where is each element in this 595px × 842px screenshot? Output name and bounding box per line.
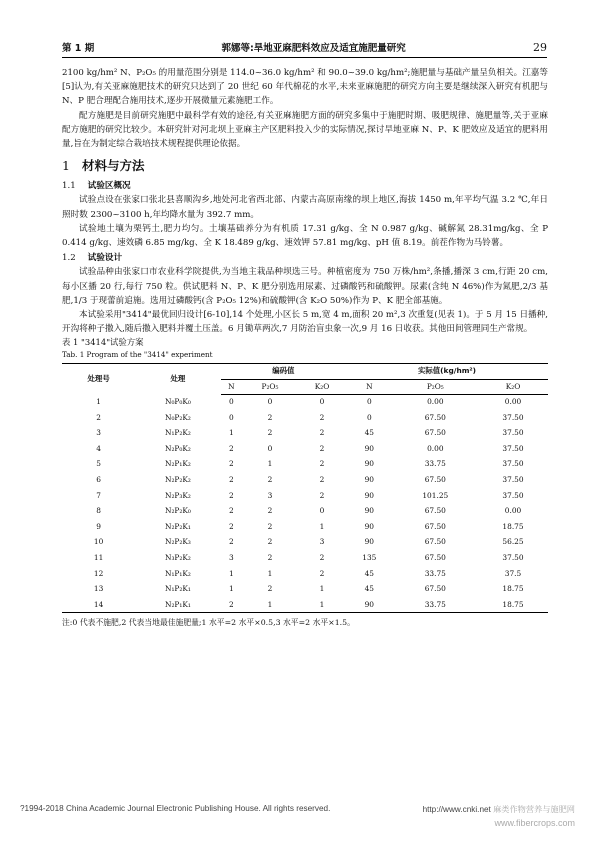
table-row <box>62 472 548 488</box>
table-cell: 0 <box>366 397 372 407</box>
table-cell: 67.50 <box>424 428 446 438</box>
table-cell: 3 <box>96 428 101 438</box>
table-cell: 2 <box>228 443 234 453</box>
table-cell: N₁P₁K₂ <box>165 568 191 578</box>
table-cell: 37.5 <box>504 568 522 578</box>
table-cell: 67.50 <box>424 412 446 422</box>
table-cell: 14 <box>62 597 135 613</box>
table-cell: N₁P₂K₂ <box>165 428 191 438</box>
table-cell: 0 <box>319 397 325 407</box>
table-cell: N₂P₂K₀ <box>165 506 191 516</box>
col-actual-k: K₂O <box>478 379 548 394</box>
footer-url: http://www.cnki.net 麻类作物营养与施肥网 <box>422 804 575 814</box>
table-cell: 1 <box>298 597 346 613</box>
design-paragraph-1: 试验品种由张家口市农业科学院提供,为当地主栽品种坝选三号。种植密度为 750 万株/hm²,条播,播深 3 cm,行距 20 cm,每小区播 20 行,每行 750 粒。供试肥料 N、P、K 肥分别选用尿素、过磷酸钙和硫酸钾。尿素(含纯 N 46%)作为氮肥,2/3 基肥,1/3 于现蕾前追施。选用过磷酸钙(含 P₂O₅ 12%)和硫酸钾(含 K₂O 50%)作为 P、K 肥全部基施。 <box>62 267 548 306</box>
table-row <box>62 426 548 442</box>
table-cell: 37.50 <box>502 475 524 485</box>
table-cell: 3 <box>228 552 234 562</box>
table-cell: 2 <box>228 521 234 531</box>
table-cell: N₂P₁K₁ <box>135 597 220 613</box>
table-cell: 33.75 <box>393 597 478 613</box>
table-cell: 90 <box>346 597 393 613</box>
running-header <box>62 40 547 56</box>
table-cell: 1 <box>242 597 298 613</box>
table-cell: N₁P₂K₁ <box>165 584 191 594</box>
table-cell: 2 <box>319 428 325 438</box>
table-cell: 90 <box>364 506 374 516</box>
table-cell: 45 <box>364 584 374 594</box>
watermark-text: 麻类作物营养与施肥网 <box>493 804 575 814</box>
table-cell: 2 <box>228 506 234 516</box>
table-cell: 1 <box>228 568 234 578</box>
section-number: 1 <box>62 158 70 174</box>
table-row <box>62 394 548 410</box>
table-row <box>62 550 548 566</box>
table-note: 注:0 代表不施肥,2 代表当地最佳施肥量;1 水平=2 水平×0.5,3 水平=2 水平×1.5。 <box>62 618 355 628</box>
table-cell: N₀P₂K₂ <box>165 412 191 422</box>
table-cell: 6 <box>96 475 101 485</box>
table-cell: 0.00 <box>504 397 522 407</box>
subsection-title: 试验设计 <box>87 253 123 264</box>
table-cell: 0 <box>228 412 234 422</box>
col-group-actual: 实际值(kg/hm²) <box>346 364 548 379</box>
table-row <box>62 535 548 551</box>
table-cell: 18.75 <box>478 597 548 613</box>
col-group-code: 编码值 <box>221 364 346 379</box>
table-row <box>62 488 548 504</box>
table-cell: 90 <box>364 490 374 500</box>
table-cell: 2 <box>267 537 273 547</box>
design-paragraph-2: 本试验采用"3414"最优回归设计[6-10],14 个处理,小区长 5 m,宽 4 m,面积 20 m²,3 次重复(见表 1)。于 5 月 15 日播种,开沟将种子撒入,随后撒入肥料并覆土压盖。6 月锄草两次,7 月防治盲虫象一次,9 月 16 日收获。其他田间管理同生产常规。 <box>62 310 548 335</box>
table-cell: 37.50 <box>502 443 524 453</box>
table-cell: 9 <box>96 521 101 531</box>
table-cell: 3 <box>267 490 273 500</box>
table-cell: 37.50 <box>502 428 524 438</box>
table-cell: 1 <box>228 584 234 594</box>
table-cell: 45 <box>364 428 374 438</box>
col-actual-p: P₂O₅ <box>393 379 478 394</box>
table-cell: 2 <box>319 552 325 562</box>
table-cell: N₀P₀K₀ <box>165 397 191 407</box>
table-row <box>62 597 548 613</box>
table-cell: N₂P₁K₂ <box>165 459 191 469</box>
table-cell: 2 <box>319 443 325 453</box>
table-cell: 67.50 <box>424 552 446 562</box>
table-cell: 90 <box>364 459 374 469</box>
table-cell: 18.75 <box>502 521 524 531</box>
table-cell: 2 <box>267 584 273 594</box>
table-cell: 2 <box>319 568 325 578</box>
table-cell: N₂P₂K₃ <box>165 537 191 547</box>
col-treat-no: 处理号 <box>62 364 135 394</box>
table-cell: 0 <box>366 412 372 422</box>
table-cell: 37.50 <box>502 412 524 422</box>
table-cell: 2 <box>319 490 325 500</box>
table-cell: 2 <box>96 412 101 422</box>
article-body <box>62 66 548 629</box>
table-cell: 90 <box>364 475 374 485</box>
col-code-k: K₂O <box>298 379 346 394</box>
page-footer <box>20 804 575 815</box>
table-cell: 18.75 <box>502 584 524 594</box>
table-cell: 33.75 <box>424 459 446 469</box>
table-cell: 90 <box>364 537 374 547</box>
table-cell: 8 <box>96 506 101 516</box>
table-row <box>62 441 548 457</box>
experiment-table <box>62 363 548 613</box>
table-cell: 33.75 <box>424 568 446 578</box>
table-cell: 135 <box>362 552 377 562</box>
table-cell: 1 <box>228 428 234 438</box>
table-cell: 67.50 <box>424 584 446 594</box>
section-heading <box>62 158 548 174</box>
table-cell: 2 <box>267 412 273 422</box>
table-cell: N₂P₂K₁ <box>165 521 191 531</box>
table-cell: 101.25 <box>422 490 449 500</box>
table-cell: 0 <box>267 443 273 453</box>
intro-paragraph-1: 2100 kg/hm² N、P₂O₅ 的用量范围分别是 114.0~36.0 kg/hm² 和 90.0~39.0 kg/hm²;施肥量与基础产量呈负相关。江嘉等[5]认为,有关亚麻施肥技术的研究只达到了 20 世纪 60 年代棉花的水平,未来亚麻施肥的研究方向主要是继续深入研究有机肥与 N、P 肥合理配合施用技术,逐步开展微量元素施肥工作。 <box>62 68 548 107</box>
subsection-number: 1.1 <box>62 181 76 192</box>
table-cell: 1 <box>96 397 101 407</box>
table-cell: 0.00 <box>427 397 444 407</box>
table-cell: 11 <box>93 552 104 562</box>
table-cell: 0 <box>319 506 325 516</box>
table-cell: 0.00 <box>427 443 444 453</box>
table-cell: 2 <box>221 597 242 613</box>
table-cell: N₂P₃K₂ <box>165 490 191 500</box>
col-treat: 处理 <box>135 364 220 394</box>
table-cell: 90 <box>364 521 374 531</box>
page-number: 29 <box>532 41 547 54</box>
table-cell: 1 <box>319 584 325 594</box>
subsection-number: 1.2 <box>62 253 76 264</box>
table-row <box>62 504 548 520</box>
table-cell: 13 <box>93 584 104 594</box>
table-cell: 2 <box>267 475 273 485</box>
subsection-heading-1-2 <box>62 251 548 265</box>
table-cell: 56.25 <box>502 537 524 547</box>
table-cell: N₂P₂K₂ <box>165 475 191 485</box>
table-cell: 1 <box>267 568 273 578</box>
col-code-p: P₂O₅ <box>242 379 298 394</box>
table-cell: 12 <box>93 568 104 578</box>
table-cell: 37.50 <box>502 459 524 469</box>
table-cell: 1 <box>319 521 325 531</box>
table-cell: 67.50 <box>424 506 446 516</box>
table-cell: 1 <box>267 459 273 469</box>
table-cell: 2 <box>228 475 234 485</box>
table-row <box>62 410 548 426</box>
table-cell: 2 <box>228 459 234 469</box>
col-code-n: N <box>221 379 242 394</box>
table-cell: 90 <box>364 443 374 453</box>
table-cell: 2 <box>319 412 325 422</box>
table-cell: 4 <box>96 443 101 453</box>
table-cell: 2 <box>319 459 325 469</box>
table-cell: N₂P₀K₂ <box>165 443 191 453</box>
subsection-heading-1-1 <box>62 179 548 193</box>
table-cell: 2 <box>267 521 273 531</box>
subsection-title: 试验区概况 <box>87 181 131 192</box>
table-cell: 2 <box>228 490 234 500</box>
table-cell: 10 <box>93 537 104 547</box>
table-cell: 2 <box>267 428 273 438</box>
table-cell: 3 <box>319 537 325 547</box>
copyright-notice: ?1994-2018 China Academic Journal Electronic Publishing House. All rights reserved. <box>20 804 331 813</box>
issue-number: 第 1 期 <box>62 43 95 54</box>
table-body <box>62 394 548 612</box>
table-caption-en: Tab. 1 Program of the "3414" experiment <box>62 350 213 360</box>
table-cell: 45 <box>364 568 374 578</box>
table-cell: 67.50 <box>424 521 446 531</box>
header-rule <box>62 57 547 58</box>
table-cell: 0 <box>267 397 273 407</box>
table-caption-cn: 表 1 "3414"试验方案 <box>62 337 144 348</box>
table-cell: N₃P₂K₂ <box>165 552 191 562</box>
table-cell: 67.50 <box>424 475 446 485</box>
table-row <box>62 581 548 597</box>
table-cell: 2 <box>319 475 325 485</box>
intro-paragraph-2: 配方施肥是目前研究施肥中最科学有效的途径,有关亚麻施肥方面的研究多集中于施肥时期、吸肥规律、施肥量等,关于亚麻配方施肥的研究比较少。本研究针对河北坝上亚麻主产区肥料投入少的实际情况,探讨旱地亚麻 N、P、K 肥效应及适宜的肥料用量,旨在为制定综合栽培技术规程提供理论依据。 <box>62 110 548 150</box>
table-row <box>62 457 548 473</box>
table-cell: 2 <box>228 537 234 547</box>
table-cell: 37.50 <box>502 490 524 500</box>
table-row <box>62 519 548 535</box>
table-cell: 67.50 <box>424 537 446 547</box>
table-cell: 0 <box>228 397 234 407</box>
table-cell: 2 <box>267 506 273 516</box>
section-title: 材料与方法 <box>81 158 145 174</box>
table-cell: 37.50 <box>502 552 524 562</box>
soil-paragraph: 试验地土壤为栗钙土,肥力均匀。土壤基础养分为有机质 17.31 g/kg、全 N 0.987 g/kg、碱解氮 28.31mg/kg、全 P 0.414 g/kg、速效磷 6.85 mg/kg、全 K 18.489 g/kg、速效钾 57.81 mg/kg、pH 值 8.19。前茬作物为马铃薯。 <box>62 223 548 249</box>
site-paragraph: 试验点设在张家口张北县喜顺沟乡,地处河北省西北部、内蒙古高原南缘的坝上地区,海拔 1450 m,年平均气温 3.2 ℃,年日照时数 2300~3100 h,年均降水量为 392.7 mm。 <box>62 195 548 220</box>
watermark-url: www.fibercrops.com <box>494 818 575 828</box>
table-cell: 5 <box>96 459 101 469</box>
table-row <box>62 566 548 582</box>
running-title: 郭娜等:旱地亚麻肥料效应及适宜施肥量研究 <box>221 43 406 54</box>
table-cell: 7 <box>96 490 101 500</box>
col-actual-n: N <box>346 379 393 394</box>
table-cell: 0.00 <box>504 506 522 516</box>
table-cell: 2 <box>267 552 273 562</box>
